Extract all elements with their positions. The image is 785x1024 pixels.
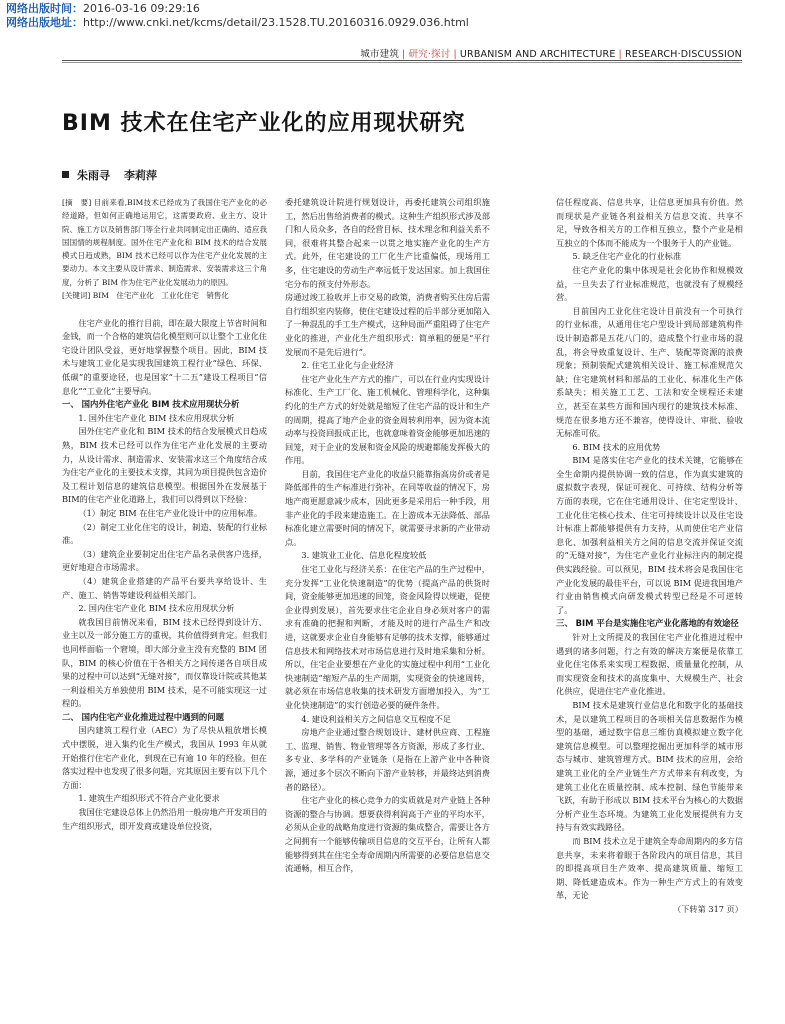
paragraph: 房地产企业通过整合规划设计、建材供应商、工程施工、监理、销售、物业管理等各方资源，形成了多行业、多专业、多学科的产业链条（是指在上游产业中各种资源，通过多个层次不断向下游产业转移，并最终达到消费者的路径）。: [285, 727, 490, 792]
paragraph: 房通过竣工验收并上市交易的政策，消费者购买住房后需自行组织室内装修，使住宅建设过程的后半部分更加陷入了一种混乱的手工生产模式，这种局面严重阻碍了住宅产业化的推进，产业化生产组织形式：简单粗的便是“平行发展而不是先后进行”。: [285, 292, 490, 357]
author-bullet-icon: [62, 171, 69, 178]
author-line: [62, 167, 171, 183]
section-heading: 三、 BIM 平台是实施住宅产业化落地的有效途径: [556, 618, 739, 629]
paragraph: 住宅产业化的核心竞争力的实质就是对产业链上各种资源的整合与协调。想要获得利润高于产业的平均水平，必须从企业的战略角度进行资源的集成整合，需要让各方之间拥有一个能够传输项目信息的交互平台，让所有人都能够得到其在住宅全寿命周期内所需要的必要信息信息交流通畅，相互合作，: [285, 795, 490, 874]
header-rule: [62, 60, 742, 61]
section-heading: 二、 国内住宅产业化推进过程中遇到的问题: [62, 711, 225, 722]
paragraph: BIM 技术是建筑行业信息化和数字化的基础技术，是以建筑工程项目的各项相关信息数据作为模型的基础，通过数字信息三维仿真模拟建立数字化建筑信息模型。可以整理挖掘出更加科学的城市形态与城市、建筑管理方式。BIM 技术的应用，会给建筑工业化的全产业链生产方式带来有利改变，为建筑工业化在质量控制、成本控制、绿色节能带来飞跃，有助于形成以 BIM 技术平台为核心的大数据分析产业生态环境。为建筑工业化发展提供有力支持与有效实践路径。: [556, 699, 743, 833]
publication-metadata: [6, 2, 469, 30]
list-item: （3）建筑企业要制定出住宅产品名录供客户选择，更好地迎合市场需求。: [62, 548, 267, 573]
running-head-journal: 城市建筑: [360, 49, 400, 60]
list-item: （1）制定 BIM 在住宅产业化设计中的应用标准。: [78, 507, 263, 518]
paragraph: 而 BIM 技术立足于建筑全寿命周期内的多方信息共享，未来将着眼于各阶段内的项目信息，其目的即提高项目生产效率、提高建筑质量、缩短工期、降低建造成本。作为一种生产方式上的有效变革，无论: [556, 835, 743, 901]
column-3: [556, 196, 743, 916]
paragraph: 住宅产业化生产方式的推广，可以在行业内实现设计标准化、生产工厂化、施工机械化、管理科学化，这种集约化的生产方式的好处就是缩短了住宅产品的设计和生产的周期，提高了地产企业的资金周转利用率，因为资本流动率与投资回报成正比，也就意味着资金能够更加迅速的回笼，对于企业的发展和资金风险的规避都能发挥极大的作用。: [285, 373, 490, 466]
paragraph: 目前国内工业化住宅设计目前没有一个可执行的行业标准，从通用住宅户型设计到局部建筑构件设计制造都是五花八门的，造成整个行业市场的混乱，将会导致重复设计、生产、装配等资源的浪费现象；预制装配式建筑相关设计、施工标准规范欠缺；住宅建筑材料和部品的工业化、标准化生产体系缺失；相关施工工艺、工法和安全规程还未建立，甚至在某些方面和国内现行的建筑技术标准、规范在很多地方还不兼容，使得设计、审批、验收无标准可依。: [556, 305, 743, 439]
paragraph: 针对上文所提及的我国住宅产业化推进过程中遇到的诸多问题，行之有效的解决方案便是依靠工业化住宅体系来实现工程数据、质量量化控制，从而实现资金和技术的高度集中、大规模生产、社会化供应，促进住宅产业化推进。: [556, 632, 743, 697]
subsection-heading: 1. 国外住宅产业化 BIM 技术应用现状分析: [78, 412, 235, 423]
running-head-section-en: RESEARCH·DISCUSSION: [624, 49, 742, 60]
paragraph: 住宅产业化的集中体现是社会化协作和规模效益，一旦失去了行业标准规范，也就没有了规模经营。: [556, 264, 743, 303]
subsection-heading: 4. 建设利益相关方之间信息交互程度不足: [301, 713, 451, 724]
paragraph: BIM 是落实住宅产业化的技术关键，它能够在全生命期内提供协调一致的信息，作为真实建筑的虚拟数字表现，保证可视化、可持续、结构分析等方面的表现，它在住宅通用设计、住宅定型设计、工业化住宅核心技术、住宅可持续设计以及住宅设计标准上都能够提供有力支持，从而使住宅产业信息化、加强利益相关方之间的信息交流并保证交流的“无缝对接”，为住宅产业化行业标注内的制定提供实践经验。可以预见，BIM 技术将会是我国住宅产业化发展的最佳平台，可以说 BIM 促进我国地产行业由销售模式向研发模式转型已经是不可逆转了。: [556, 455, 743, 615]
header-rule-thin: [62, 62, 742, 63]
article-title: BIM 技术在住宅产业化的应用现状研究: [62, 111, 466, 136]
section-heading: 一、 国内外住宅产业化 BIM 技术应用现状分析: [62, 399, 240, 410]
abstract: [摘 要] 目前来看,BIM技术已经成为了我国住宅产业化的必经道路，但如何正确地运用它，这需要政府、业主方、设计院、施工方以及销售部门等全行业共同制定出正确的、适应我国国情的规程制度。国外住宅产业化和 BIM 技术的结合发展模式日趋成熟，BIM 技术已经可以作为住宅产业化发展的主要动力。本文主要从设计需求、制造需求、安装需求这三个角度，分析了 BIM 作为住宅产业化发展动力的原因。: [62, 198, 267, 287]
column-2: [285, 196, 490, 876]
subsection-heading: 2. 住宅工业化与企业经济: [301, 360, 394, 371]
continued-note: （下转第 317 页）: [673, 903, 743, 914]
list-item: （2）制定工业化住宅的设计，制造、装配的行业标准。: [62, 521, 267, 546]
paragraph: 信任程度高、信息共享，让信息更加具有价值。然而现状是产业链各利益相关方信息交流、共享不足，导致各相关方的工作相互独立，整个产业是相互独立的个体而不能成为一个服务于人的产业链。: [556, 197, 743, 248]
paragraph: 就我国目前情况来看，BIM 技术已经得到设计方、业主以及一部分施工方的重视，其价值得到肯定。但我们也同样面临一个窘境，即大部分业主没有充整的 BIM 团队，BIM 的核心价值在于各相关方之间传递各自项目成果的过程中可以达到“无缝对接”，而仅靠设计院或其他某一利益相关方单独使用 BIM 技术，是不可能实现这一过程的。: [62, 616, 267, 709]
paragraph: 住宅工业化与经济关系：在住宅产品的生产过程中，充分发挥“工业化快速制造”的优势（提高产品的供货时间，资金能够更加迅速的回笼，资金风险得以规避，促使企业得到发展），首先要求住宅企业自身必须对客户的需求有准确的把握和判断，才能及时的进行产品生产和改进，这就要求企业自身能够有足够的技术支撑，能够通过信息技术和网络技术对市场信息进行及时地采集和分析。所以，住宅企业要想在产业化的实施过程中利用“工业化快速制造”缩短产品的生产周期，实现资金的快速周转，就必须在市场信息收集的技术研发方面增加投入，为“工业化快速制造”的实行创造必要的硬件条件。: [285, 564, 490, 710]
author-name: 朱雨寻: [77, 169, 110, 182]
paragraph: 我国住宅建设总体上仍然沿用一般房地产开发项目的生产组织形式，即开发商或建设单位投资，: [62, 807, 267, 831]
paragraph: 委托建筑设计院进行规划设计，再委托建筑公司组织施工，然后出售给消费者的模式。这种生产组织形式涉及部门和人员众多，各自的经营目标、技术理念和利益关系不同，很难将其整合起来一以贯之地实施产业化的生产方式。此外，住宅建设的工厂化生产比重偏低，现场用工多，住宅建设的劳动生产率远低于发达国家。加上我国住宅分布的预支付外形态。: [285, 197, 490, 289]
subsection-heading: 6. BIM 技术的应用优势: [572, 441, 661, 452]
publish-time-label: 网络出版时间：: [6, 2, 83, 15]
publish-url-value: http://www.cnki.net/kcms/detail/23.1528.TU.20160316.0929.036.html: [83, 16, 469, 29]
running-head: 城市建筑 | 研究·探讨 | URBANISM AND ARCHITECTURE | RESEARCH·DISCUSSION: [360, 49, 742, 60]
subsection-heading: 1. 建筑生产组织形式不符合产业化要求: [78, 793, 220, 804]
paragraph: 住宅产业化的推行目前，即在最大限度上节省时间和金钱，而一个合格的建筑信化模型则可以让整个工业化住宅设计团队受益，更好地掌握整个项目。因此，BIM 技术与建筑工业化是实现我国建筑工程行业“绿色、环保、低碳”的重要途径，也是国家“十二五”建设工程项目“信息化”“工业化”主要导向。: [62, 317, 267, 396]
author-name: 李莉萍: [124, 169, 157, 182]
column-1: [62, 196, 267, 833]
publish-url-label: 网络出版地址：: [6, 16, 83, 29]
running-head-section: 研究·探讨: [408, 49, 451, 60]
subsection-heading: 3. 建筑业工业化、信息化程度较低: [301, 550, 427, 561]
paragraph: 目前，我国住宅产业化的收益只能靠指高房价或者是降低部件的生产标准进行弥补，在同等收益的情况下，房地产商更愿意减少成本，因此更多是采用后一种手段，用非产业化的手段来建造施工。在上游成本无法降低、部品标准化建立需要时间的情况下，就需要寻求新的产业带动点。: [285, 468, 490, 547]
paragraph: 国外住宅产业化和 BIM 技术的结合发展模式日趋成熟，BIM 技术已经可以作为住宅产业化发展的主要动力，从设计需求、制造需求、安装需求这三个角度结合成为住宅产业化的主要技术支撑，其同为项目提供包含造价及工程计划信息的建筑信息模型。根据国外在发展基于 BIM的住宅产业化道路上，我们可以得到以下经验：: [62, 426, 267, 505]
subsection-heading: 5. 缺乏住宅产业化的行业标准: [572, 251, 682, 262]
keywords: [关键词] BIM 住宅产业化 工业化住宅 销售化: [62, 291, 229, 301]
paragraph: 国内建筑工程行业（AEC）为了尽快从粗放增长模式中摆脱，进入集约化生产模式，我国从 1993 年从就开始推行住宅产业化，到现在已有逾 10 年的经验。但在落实过程中也发现了很多问题，究其原因主要有以下几个方面：: [62, 725, 267, 790]
subsection-heading: 2. 国内住宅产业化 BIM 技术应用现状分析: [78, 603, 235, 614]
running-head-journal-en: URBANISM AND ARCHITECTURE: [459, 49, 616, 60]
publish-time-value: 2016-03-16 09:29:16: [83, 2, 200, 15]
list-item: （4）建筑企业搭建的产品平台要共享给设计、生产、施工、销售等建设利益相关部门。: [62, 575, 267, 600]
